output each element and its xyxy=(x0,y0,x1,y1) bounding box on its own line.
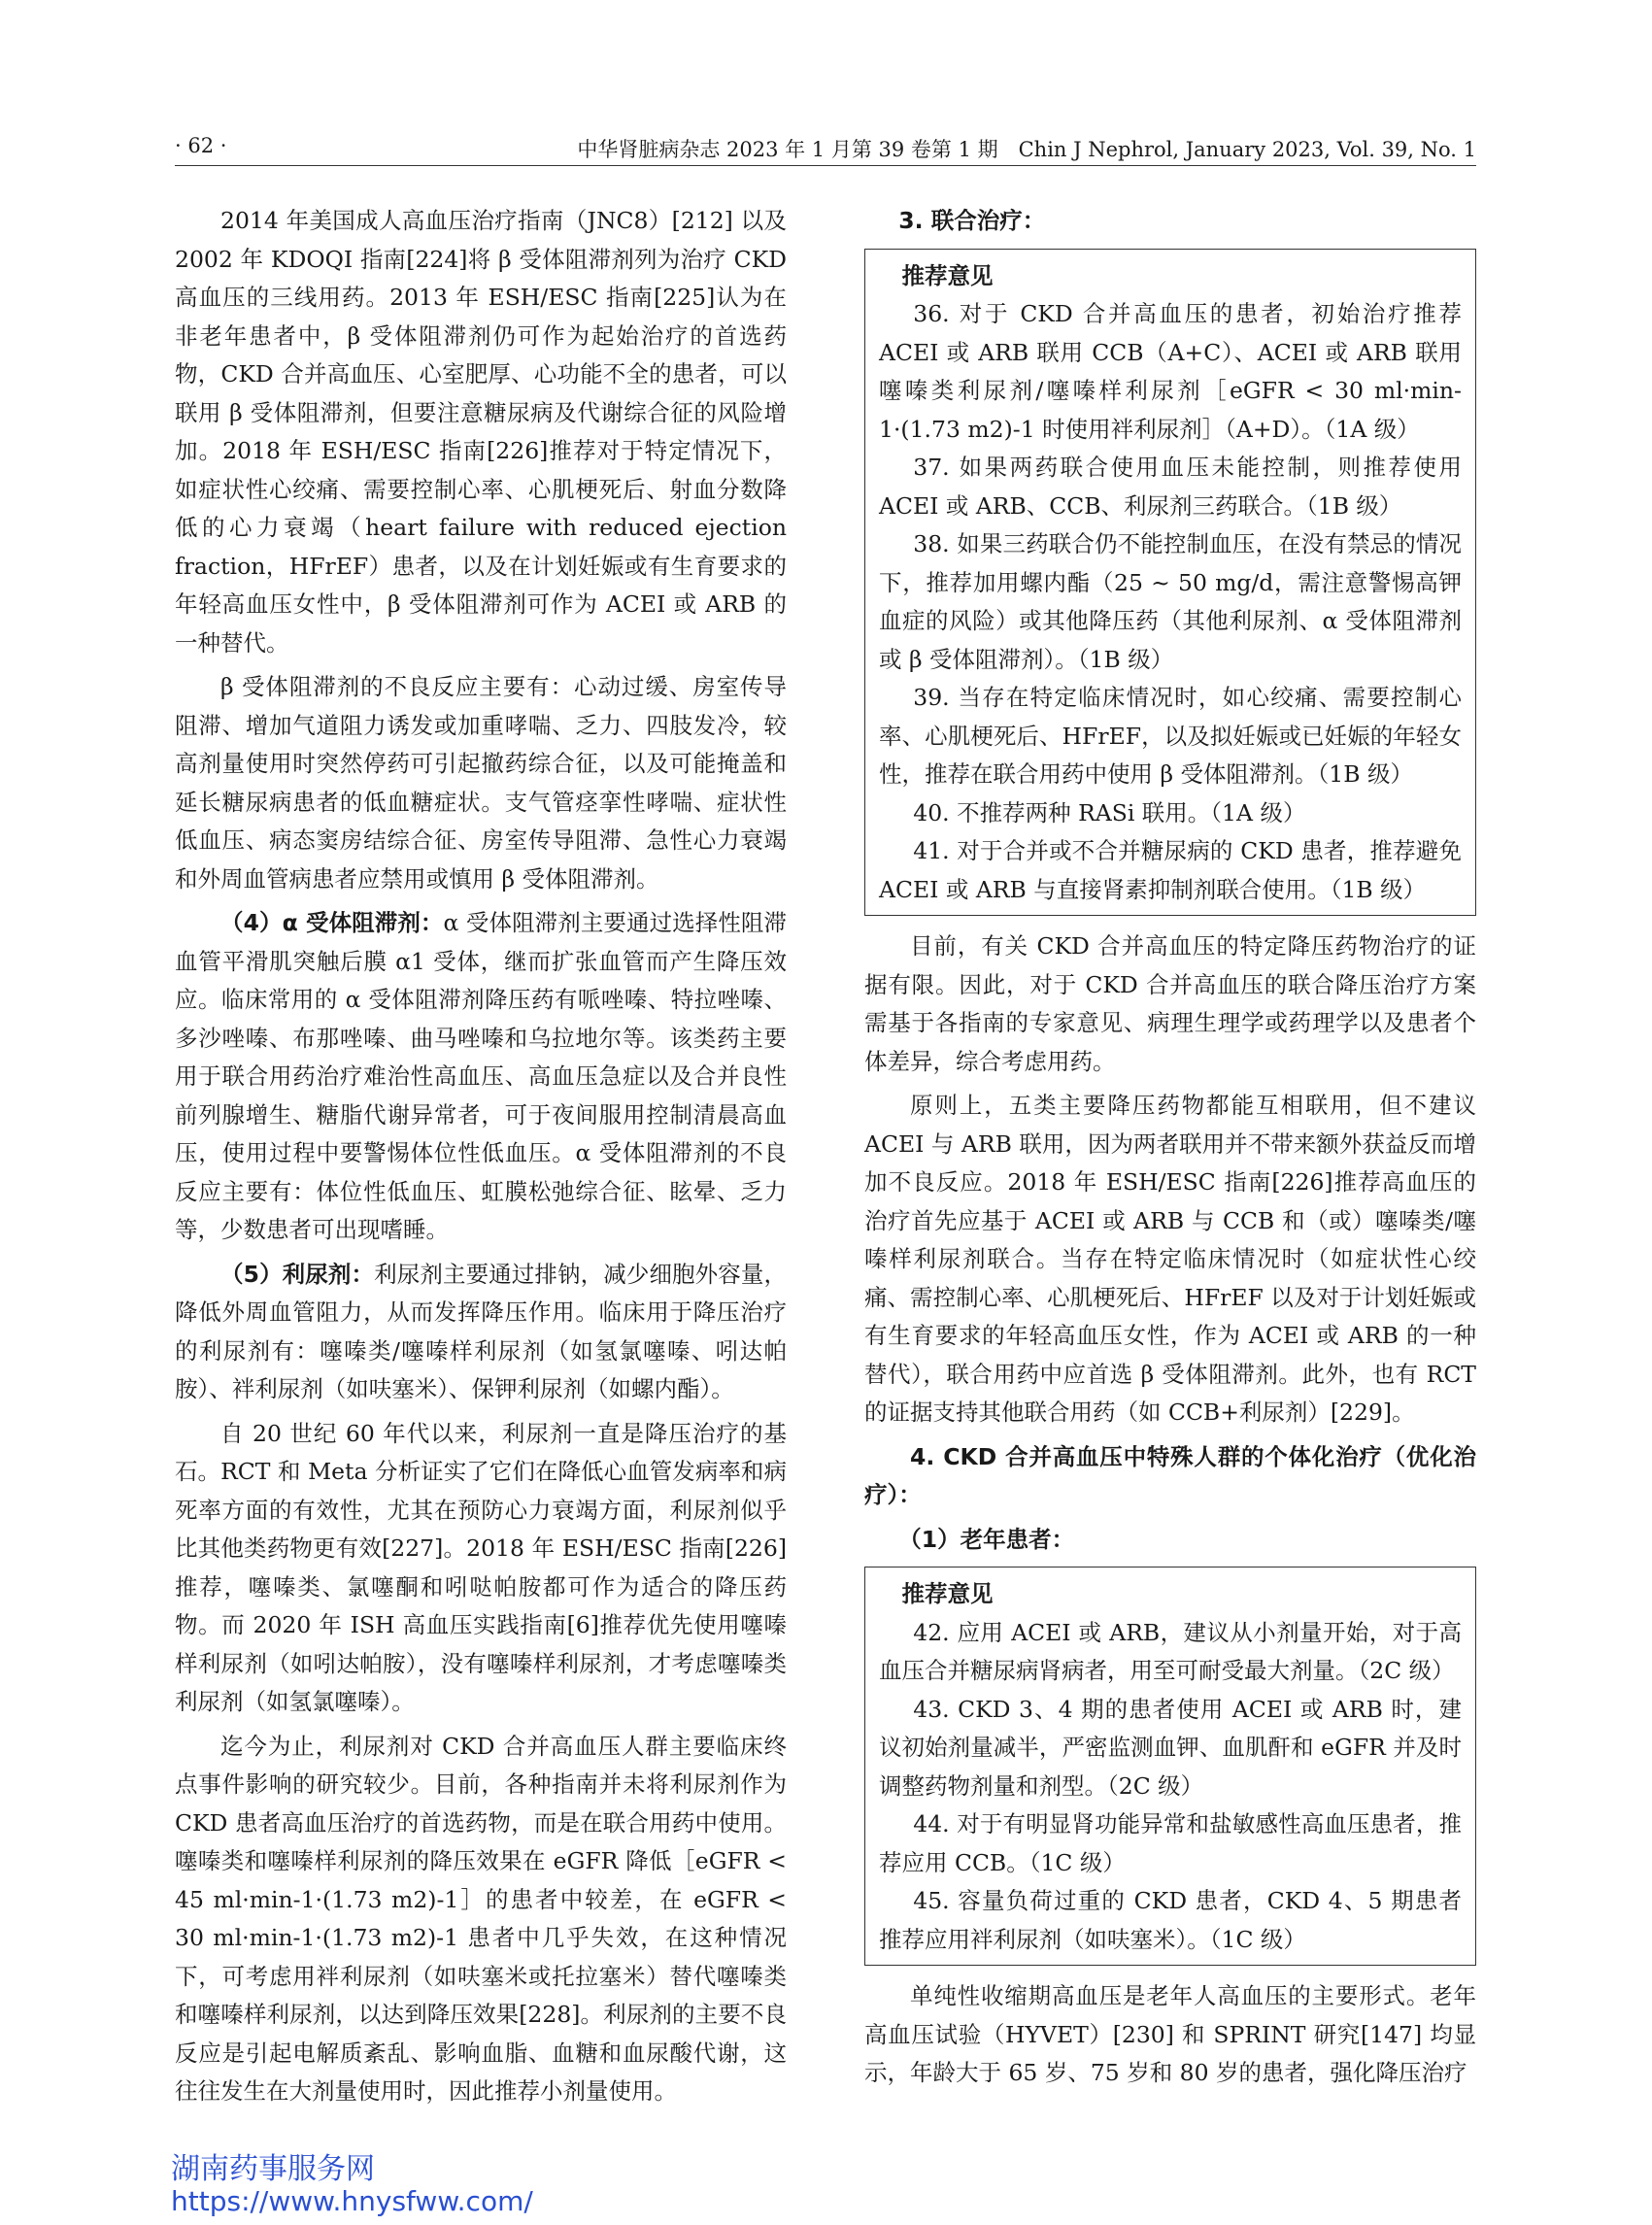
section-heading: 4. CKD 合并高血压中特殊人群的个体化治疗（优化治疗）： xyxy=(864,1442,1476,1508)
recommendation-item: 36. 对于 CKD 合并高血压的患者，初始治疗推荐 ACEI 或 ARB 联用 CCB（A+C）、ACEI 或 ARB 联用噻嗪类利尿剂/噻嗪样利尿剂［eGFR < 30 ml·min-1·(1.73 m2)-1 时使用袢利尿剂］（A+D）。（1A 级） xyxy=(879,300,1462,443)
paragraph: （5）利尿剂：利尿剂主要通过排钠，减少细胞外容量，降低外周血管阻力，从而发挥降压作用。临床用于降压治疗的利尿剂有：噻嗪类/噻嗪样利尿剂（如氢氯噻嗪、吲达帕胺）、袢利尿剂（如呋塞米）、保钾利尿剂（如螺内酯）。 xyxy=(175,1260,787,1402)
subsection-heading: （1）老年患者： xyxy=(898,1525,1075,1553)
recommendation-item: 38. 如果三药联合仍不能控制血压，在没有禁忌的情况下，推荐加用螺内酯（25 ~ 50 mg/d，需注意警惕高钾血症的风险）或其他降压药（其他利尿剂、α 受体阻滞剂或 β 受体阻滞剂）。（1B 级） xyxy=(879,530,1462,673)
paragraph: 2014 年美国成人高血压治疗指南（JNC8）[212] 以及 2002 年 KDOQI 指南[224]将 β 受体阻滞剂列为治疗 CKD 高血压的三线用药。2013 年 ESH/ESC 指南[225]认为在非老年患者中，β 受体阻滞剂仍可作为起始治疗的首选药物，CKD 合并高血压、心室肥厚、心功能不全的患者，可以联用 β 受体阻滞剂，但要注意糖尿病及代谢综合征的风险增加。2018 年 ESH/ESC 指南[226]推荐对于特定情况下，如症状性心绞痛、需要控制心率、心肌梗死后、射血分数降低的心力衰竭（heart failure with reduced ejection fraction，HFrEF）患者，以及在计划妊娠或有生育要求的年轻高血压女性中，β 受体阻滞剂可作为 ACEI 或 ARB 的一种替代。 xyxy=(175,207,787,657)
recommendation-box xyxy=(864,249,1476,917)
paragraph: β 受体阻滞剂的不良反应主要有：心动过缓、房室传导阻滞、增加气道阻力诱发或加重哮喘、乏力、四肢发冷，较高剂量使用时突然停药可引起撤药综合征，以及可能掩盖和延长糖尿病患者的低血糖症状。支气管痉挛性哮喘、症状性低血压、病态窦房结综合征、房室传导阻滞、急性心力衰竭和外周血管病患者应禁用或慎用 β 受体阻滞剂。 xyxy=(175,673,787,893)
recommendation-item: 41. 对于合并或不合并糖尿病的 CKD 患者，推荐避免 ACEI 或 ARB 与直接肾素抑制剂联合使用。（1B 级） xyxy=(879,837,1462,903)
recommendation-item: 45. 容量负荷过重的 CKD 患者，CKD 4、5 期患者推荐应用袢利尿剂（如呋塞米）。（1C 级） xyxy=(879,1887,1462,1953)
left-column xyxy=(175,202,787,2111)
recommendation-item: 42. 应用 ACEI 或 ARB，建议从小剂量开始，对于高血压合并糖尿病肾病者，用至可耐受最大剂量。（2C 级） xyxy=(879,1618,1462,1684)
recommendation-item: 37. 如果两药联合使用血压未能控制，则推荐使用 ACEI 或 ARB、CCB、利尿剂三药联合。（1B 级） xyxy=(879,454,1462,520)
paragraph: （4）α 受体阻滞剂：α 受体阻滞剂主要通过选择性阻滞血管平滑肌突触后膜 α1 受体，继而扩张血管而产生降压效应。临床常用的 α 受体阻滞剂降压药有哌唑嗪、特拉唑嗪、多沙唑嗪、布那唑嗪、曲马唑嗪和乌拉地尔等。该类药主要用于联合用药治疗难治性高血压、高血压急症以及合并良性前列腺增生、糖脂代谢异常者，可于夜间服用控制清晨高血压，使用过程中要警惕体位性低血压。α 受体阻滞剂的不良反应主要有：体位性低血压、虹膜松弛综合征、眩晕、乏力等，少数患者可出现嗜睡。 xyxy=(175,909,787,1243)
paragraph: 自 20 世纪 60 年代以来，利尿剂一直是降压治疗的基石。RCT 和 Meta 分析证实了它们在降低心血管发病率和病死率方面的有效性，尤其在预防心力衰竭方面，利尿剂似乎比其他类药物更有效[227]。2018 年 ESH/ESC 指南[226]推荐，噻嗪类、氯噻酮和吲哒帕胺都可作为适合的降压药物。而 2020 年 ISH 高血压实践指南[6]推荐优先使用噻嗪样利尿剂（如吲达帕胺），没有噻嗪样利尿剂，才考虑噻嗪类利尿剂（如氢氯噻嗪）。 xyxy=(175,1419,787,1715)
watermark-url[interactable]: https://www.hnysfww.com/ xyxy=(171,2185,533,2217)
paragraph: 单纯性收缩期高血压是老年人高血压的主要形式。老年高血压试验（HYVET）[230] 和 SPRINT 研究[147] 均显示，年龄大于 65 岁、75 岁和 80 岁的患者，强化降压治疗 xyxy=(864,1982,1476,2086)
paragraph: 原则上，五类主要降压药物都能互相联用，但不建议 ACEI 与 ARB 联用，因为两者联用并不带来额外获益反而增加不良反应。2018 年 ESH/ESC 指南[226]推荐高血压的治疗首先应基于 ACEI 或 ARB 与 CCB 和（或）噻嗪类/噻嗪样利尿剂联合。当存在特定临床情况时（如症状性心绞痛、需控制心率、心肌梗死后、HFrEF 以及对于计划妊娠或有生育要求的年轻高血压女性，作为 ACEI 或 ARB 的一种替代），联合用药中应首选 β 受体阻滞剂。此外，也有 RCT 的证据支持其他联合用药（如 CCB+利尿剂）[229]。 xyxy=(864,1092,1476,1426)
watermark-site-name: 湖南药事服务网 xyxy=(171,2152,375,2186)
right-column xyxy=(864,202,1476,2093)
paragraph: 迄今为止，利尿剂对 CKD 合并高血压人群主要临床终点事件影响的研究较少。目前，各种指南并未将利尿剂作为 CKD 患者高血压治疗的首选药物，而是在联合用药中使用。噻嗪类和噻嗪样利尿剂的降压效果在 eGFR 降低［eGFR < 45 ml·min-1·(1.73 m2)-1］的患者中较差，在 eGFR < 30 ml·min-1·(1.73 m2)-1 患者中几乎失效，在这种情况下，可考虑用袢利尿剂（如呋塞米或托拉塞米）替代噻嗪类和噻嗪样利尿剂，以达到降压效果[228]。利尿剂的主要不良反应是引起电解质紊乱、影响血脂、血糖和血尿酸代谢，这往往发生在大剂量使用时，因此推荐小剂量使用。 xyxy=(175,1732,787,2105)
recommendation-title: 推荐意见 xyxy=(901,1580,994,1607)
section-heading: 3. 联合治疗： xyxy=(898,207,1046,234)
subsection-heading: （4）α 受体阻滞剂： xyxy=(220,909,444,936)
subsection-heading: （5）利尿剂： xyxy=(220,1260,375,1288)
journal-citation: 中华肾脏病杂志 2023 年 1 月第 39 卷第 1 期 Chin J Nephrol, January 2023, Vol. 39, No. 1 xyxy=(577,138,1476,161)
recommendation-item: 43. CKD 3、4 期的患者使用 ACEI 或 ARB 时，建议初始剂量减半，严密监测血钾、血肌酐和 eGFR 并及时调整药物剂量和剂型。（2C 级） xyxy=(879,1695,1462,1800)
recommendation-item: 39. 当存在特定临床情况时，如心绞痛、需要控制心率、心肌梗死后、HFrEF，以及拟妊娠或已妊娠的年轻女性，推荐在联合用药中使用 β 受体阻滞剂。（1B 级） xyxy=(879,684,1462,788)
running-header xyxy=(175,130,1476,166)
recommendation-title: 推荐意见 xyxy=(901,261,994,289)
recommendation-item: 40. 不推荐两种 RASi 联用。（1A 级） xyxy=(913,798,1306,826)
page-number: · 62 · xyxy=(175,134,227,157)
paragraph: 目前，有关 CKD 合并高血压的特定降压药物治疗的证据有限。因此，对于 CKD 合并高血压的联合降压治疗方案需基于各指南的专家意见、病理生理学或药理学以及患者个体差异，综合考虑用药。 xyxy=(864,932,1476,1075)
recommendation-item: 44. 对于有明显肾功能异常和盐敏感性高血压患者，推荐应用 CCB。（1C 级） xyxy=(879,1810,1462,1876)
recommendation-box xyxy=(864,1567,1476,1966)
